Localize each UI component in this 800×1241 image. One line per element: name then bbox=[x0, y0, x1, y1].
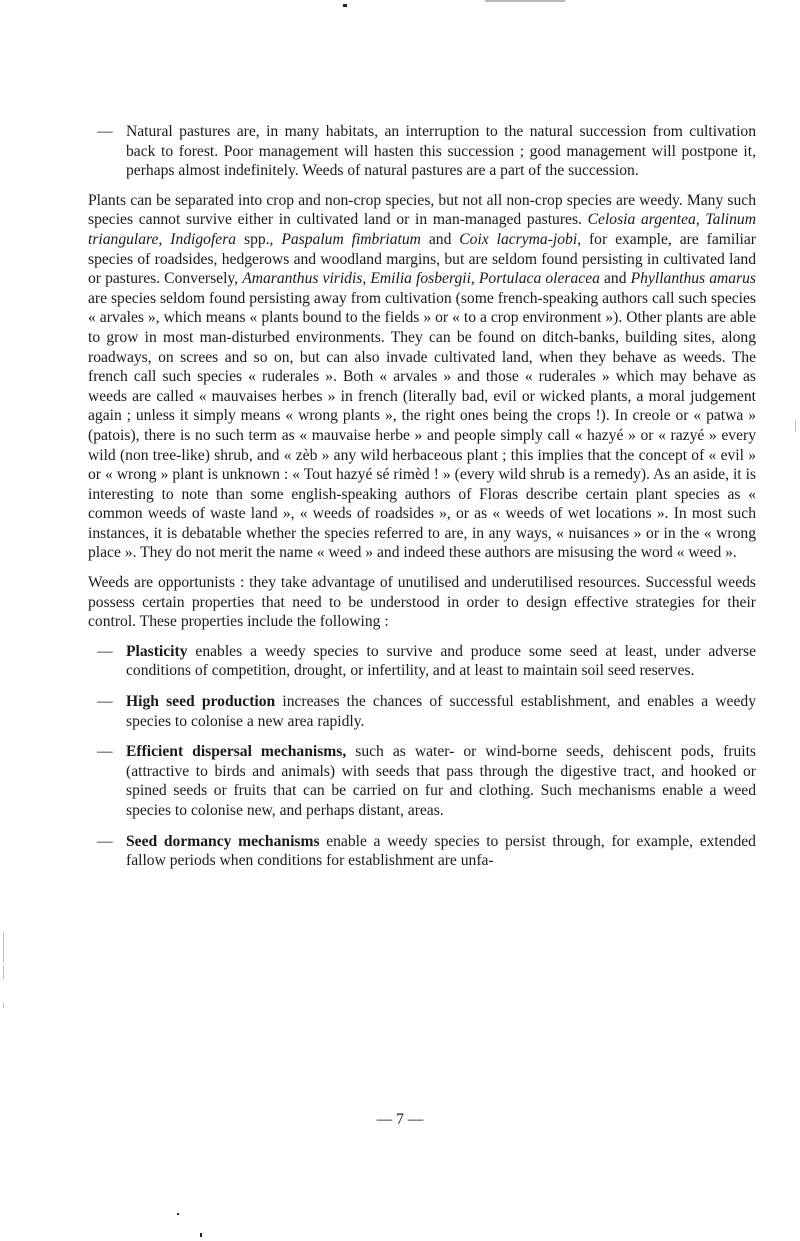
scan-speck bbox=[177, 1213, 179, 1215]
property-item-plasticity bbox=[97, 642, 756, 681]
text-run: and bbox=[599, 270, 631, 288]
scan-margin-line bbox=[3, 1003, 4, 1008]
property-text: increases the chances of successful establishment, and enables a weedy species to colonise a new area rapidly. bbox=[126, 693, 756, 730]
property-term: Efficient dispersal mechanisms, bbox=[126, 743, 347, 761]
dash-bullet: — bbox=[97, 693, 113, 711]
text-run: , for example, are familiar species of roadsides, hedgerows and woodland margins, but are seldom found persisting in cultivated land or pastures. Conversely, bbox=[88, 230, 756, 288]
species-name: Paspalum fimbriatum bbox=[281, 230, 421, 248]
property-term: Plasticity bbox=[126, 642, 188, 660]
paragraph-plants bbox=[88, 191, 756, 563]
dash-bullet: — bbox=[97, 642, 113, 660]
scan-speck bbox=[200, 1233, 202, 1237]
property-text: enables a weedy species to survive and produce some seed at least, under adverse conditions of competition, drought, or infertility, and at least to maintain soil seed reserves. bbox=[126, 642, 756, 680]
intro-list-item bbox=[97, 122, 756, 181]
intro-item-text: Natural pastures are, in many habitats, an interruption to the natural succession from cultivation back to forest. Poor management will hasten this succession ; good management will postpone it, perhaps almost indefinitely. Weeds of natural pastures are a part of the succession. bbox=[126, 123, 756, 180]
text-run: Plants can be separated into crop and non-crop species, but not all non-crop species are weedy. Many such species cannot survive either in cultivated land or in man-managed pastures. bbox=[88, 191, 756, 229]
species-names: Celosia argentea, Talinum triangulare, Indigofera bbox=[88, 211, 756, 248]
property-term: Seed dormancy mechanisms bbox=[126, 832, 320, 850]
species-name: Coix lacryma-jobi bbox=[459, 230, 578, 248]
property-text: such as water- or wind-borne seeds, dehiscent pods, fruits (attractive to birds and animals) with seeds that pass through the digestive tract, and hooked or spined seeds or fruits that can be carried on fur and clothing. Such mechanisms enable a weed species to colonise new, and perhaps distant, areas. bbox=[126, 743, 756, 819]
property-term: High seed production bbox=[126, 693, 276, 711]
scan-margin-line bbox=[795, 420, 796, 432]
scan-margin-line bbox=[3, 932, 4, 962]
species-name: Phyllanthus amarus bbox=[630, 270, 757, 288]
property-item-seed-production bbox=[97, 692, 756, 731]
page-number: — 7 — bbox=[376, 1111, 424, 1128]
dash-bullet: — bbox=[97, 743, 113, 761]
dash-bullet: — bbox=[97, 832, 113, 850]
body-text bbox=[88, 122, 756, 882]
text-run: are species seldom found persisting away from cultivation (some french-speaking authors call such species « arvales », which means « plants bound to the fields » or « to a crop environment »). Other plants are able to grow in most man-disturbed environments. They can be found on ditch-banks, building sites, along roadways, on screes and so on, but can also invade cultivated land, when they behave as weeds. The french call such species « ruderales ». Both « arvales » and those « ruderales » which may behave as weeds are called « mauvaises herbes » in french (literally bad, evil or wicked plants, a moral judgement again ; unless it simply means « wrong plants », the right ones being the crops !). In creole or « patwa » (patois), there is no such term as « mauvaise herbe » and people simply call « hazyé » or « razyé » every wild (non tree-like) shrub, and « zèb » any wild herbaceous plant ; this implies that the concept of « evil » or « wrong » plant is unknown : « Tout hazyé sé rimèd ! » (every wild shrub is a remedy). As an aside, it is interesting to note than some english-speaking authors of Floras describe certain plant species as « common weeds of waste land », « weeds of roadsides », or as « weeds of wet locations ». In most such instances, it is debatable whether the species referred to are, in any ways, « nuisances » or in the « wrong place ». They do not merit the name « weed » and indeed these authors are misusing the word « weed ». bbox=[88, 289, 756, 562]
property-text: enable a weedy species to persist through, for example, extended fallow periods when conditions for establishment are unfa- bbox=[126, 832, 756, 870]
text-run: and bbox=[420, 230, 460, 248]
paragraph-opportunists: Weeds are opportunists : they take advantage of unutilised and underutilised resources. Successful weeds possess certain properties that need to be understood in order to design effective strategies for their control. These properties include the following : bbox=[88, 574, 756, 631]
scan-header-residue bbox=[485, 0, 565, 2]
property-item-dispersal bbox=[97, 742, 756, 820]
scan-margin-line bbox=[3, 965, 4, 979]
properties-list bbox=[88, 642, 756, 871]
property-item-dormancy bbox=[97, 832, 756, 871]
dash-bullet: — bbox=[97, 123, 113, 140]
species-names: Amaranthus viridis, Emilia fosbergii, Portulaca oleracea bbox=[242, 270, 600, 288]
scan-speck bbox=[343, 4, 347, 7]
text-run: spp., bbox=[236, 230, 282, 248]
